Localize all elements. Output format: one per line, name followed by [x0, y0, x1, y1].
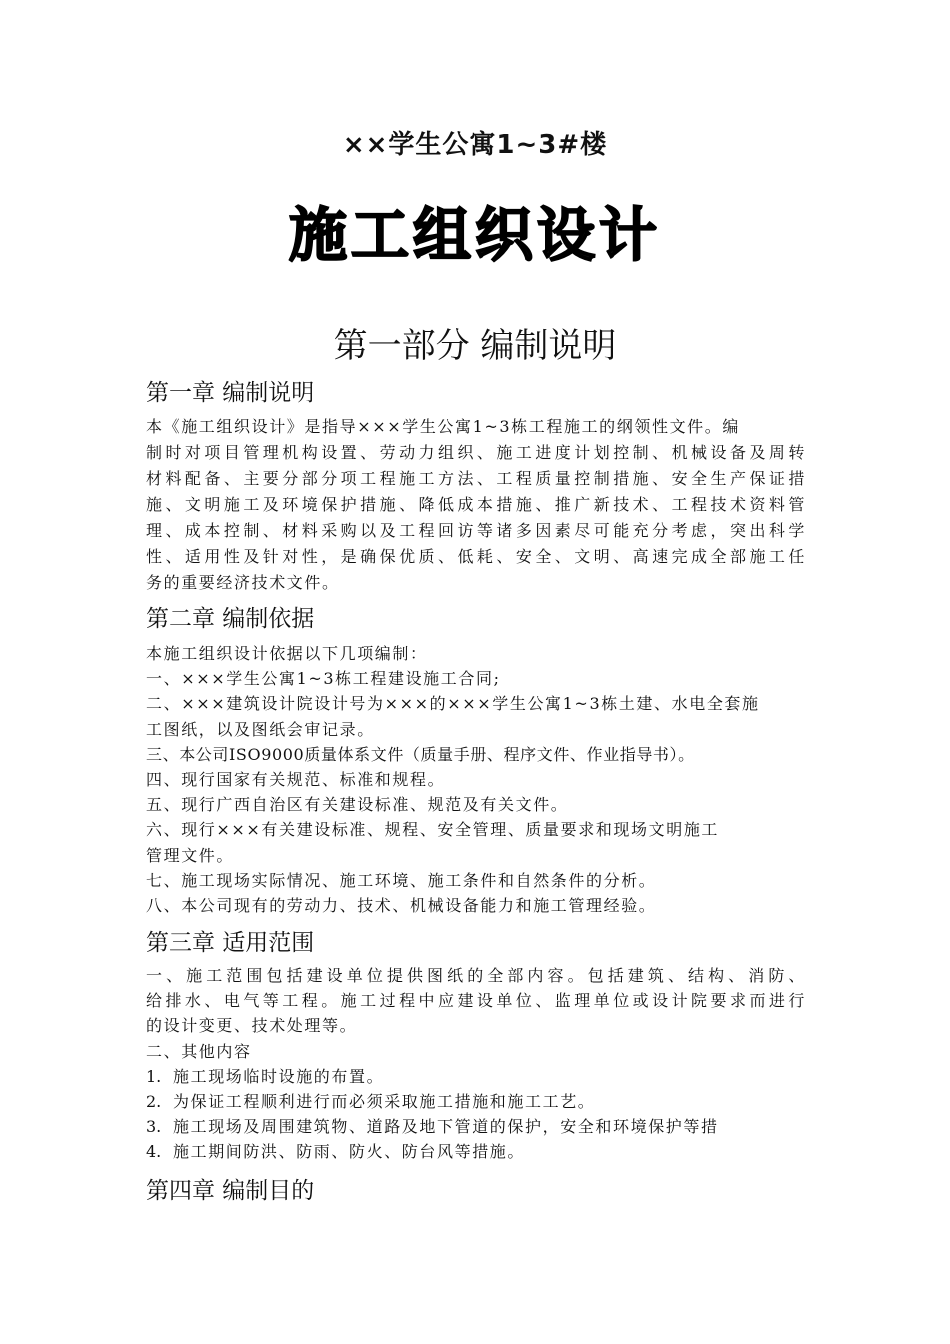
chapter2-line: 三、本公司ISO9000质量体系文件（质量手册、程序文件、作业指导书）。 [146, 744, 695, 764]
chapter2-heading: 第二章 编制依据 [146, 606, 315, 632]
chapter2-body [146, 641, 806, 918]
item-number: 1. [146, 1066, 162, 1086]
chapter4-heading: 第四章 编制目的 [146, 1178, 315, 1204]
chapter1-line: 务的重要经济技术文件。 [146, 573, 340, 592]
item-text: 为保证工程顺利进行而必须采取施工措施和施工工艺。 [173, 1092, 596, 1112]
chapter3-list-item [146, 1089, 806, 1114]
chapter1-line: 本《施工组织设计》是指导×××学生公寓1~3栋工程施工的纲领性文件。编 [146, 417, 740, 436]
chapter2-line: 七、施工现场实际情况、施工环境、施工条件和自然条件的分析。 [146, 870, 657, 890]
chapter2-line: 八、本公司现有的劳动力、技术、机械设备能力和施工管理经验。 [146, 896, 657, 916]
chapter3-line: 给排水、电气等工程。施工过程中应建设单位、监理单位或设计院要求而进行 [146, 991, 806, 1011]
item-number: 2. [146, 1092, 162, 1112]
chapter2-line: 工图纸，以及图纸会审记录。 [146, 719, 375, 739]
chapter2-line: 四、现行国家有关规范、标准和规程。 [146, 770, 446, 790]
chapter2-line: 本施工组织设计依据以下几项编制： [146, 644, 428, 663]
chapter3-list-item [146, 1114, 806, 1139]
document-title: 施工组织设计 [288, 201, 661, 269]
item-text: 施工现场临时设施的布置。 [173, 1066, 385, 1086]
item-number: 3. [146, 1117, 162, 1137]
chapter2-line: 管理文件。 [146, 845, 235, 865]
item-text: 施工期间防洪、防雨、防火、防台风等措施。 [173, 1142, 526, 1162]
chapter2-line: 六、现行×××有关建设标准、规程、安全管理、质量要求和现场文明施工 [146, 820, 720, 840]
chapter1-line: 理、成本控制、材料采购以及工程回访等诸多因素尽可能充分考虑，突出科学 [146, 521, 806, 540]
chapter1-line: 制时对项目管理机构设置、劳动力组织、施工进度计划控制、机械设备及周转 [146, 443, 806, 462]
chapter2-line: 五、现行广西自治区有关建设标准、规范及有关文件。 [146, 795, 569, 815]
chapter3-list-item [146, 1139, 806, 1164]
item-number: 4. [146, 1142, 162, 1162]
item-text: 施工现场及周围建筑物、道路及地下管道的保护，安全和环境保护等措 [173, 1117, 719, 1137]
chapter1-line: 性、适用性及针对性，是确保优质、低耗、安全、文明、高速完成全部施工任 [146, 547, 806, 566]
project-subtitle: ××学生公寓1~3#楼 [342, 130, 608, 160]
chapter3-line: 二、其他内容 [146, 1041, 252, 1061]
chapter1-body [146, 414, 806, 596]
chapter1-heading: 第一章 编制说明 [146, 380, 315, 406]
chapter1-line: 施、文明施工及环境保护措施、降低成本措施、推广新技术、工程技术资料管 [146, 495, 806, 514]
chapter3-line: 一、施工范围包括建设单位提供图纸的全部内容。包括建筑、结构、消防、 [146, 966, 806, 985]
chapter3-list-item [146, 1064, 806, 1089]
chapter3-heading: 第三章 适用范围 [146, 930, 315, 956]
chapter3-body [146, 963, 806, 1165]
chapter2-line: 二、×××建筑设计院设计号为×××的×××学生公寓1~3栋土建、水电全套施 [146, 694, 760, 714]
chapter2-line: 一、×××学生公寓1~3栋工程建设施工合同; [146, 669, 501, 689]
chapter3-line: 的设计变更、技术处理等。 [146, 1016, 358, 1036]
part-title: 第一部分 编制说明 [333, 326, 617, 366]
chapter1-line: 材料配备、主要分部分项工程施工方法、工程质量控制措施、安全生产保证措 [146, 469, 806, 488]
